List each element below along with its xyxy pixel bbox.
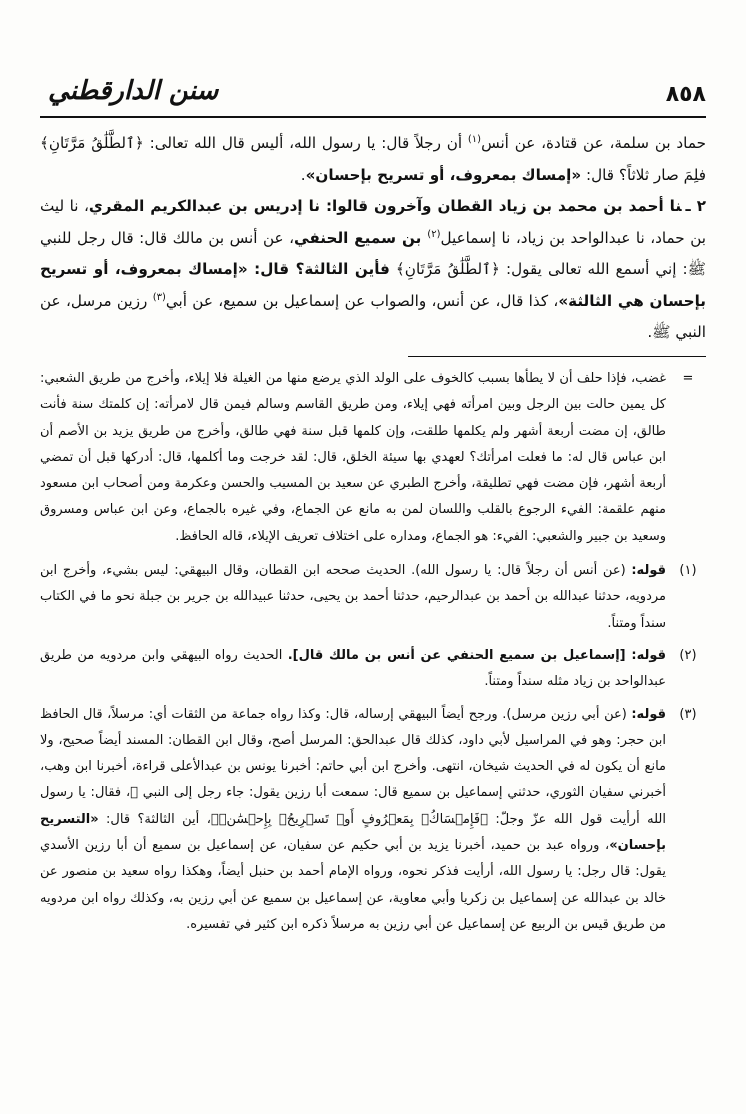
para1-bold-b: «إمساك بمعروف، أو تسريح بإحسان» — [305, 165, 582, 184]
header-divider — [40, 116, 706, 118]
footnote-1-lead: قوله: — [631, 563, 666, 579]
para2-text-a: ، نا ليث بن حماد، نا عبدالواحد بن زياد، نا إسماعيل — [40, 197, 706, 247]
hadith-paragraph-1 — [40, 128, 706, 191]
hadith-number: ٢ ـ — [685, 197, 706, 215]
book-page — [40, 0, 706, 1114]
para2-text-c: ، كذا قال، عن أنس، والصواب عن إسماعيل بن سميع، عن أبي — [165, 291, 559, 310]
para1-text-b: أن رجلاً قال: يا رسول الله، أليس قال الله تعالى: ﴿ٱلطَّلَٰقُ مَرَّتَانِ﴾ فلِمَ صار ثلاثاً؟ قال: — [40, 134, 706, 184]
footnote-3 — [40, 702, 706, 939]
footnote-2-mark: (٢) — [679, 647, 697, 663]
footnote-2-text: الحديث رواه البيهقي وابن مردويه من طريق عبدالواحد بن زياد مثله سنداً ومتناً. — [40, 647, 666, 690]
page-header — [40, 78, 706, 120]
footnote-1 — [40, 558, 706, 637]
hadith-paragraph-2 — [40, 191, 706, 349]
para2-text-b: ، عن أنس بن مالك قال: قال رجل للنبي ﷺ: إني أسمع الله تعالى يقول: ﴿ٱلطَّلَٰقُ مَرَّتَانِ﴾ — [40, 228, 707, 278]
footnote-3-text-b: ، ورواه عبد بن حميد، أخبرنا يزيد بن أبي حكيم عن سفيان، عن إسماعيل بن سميع أن أبا رزين الأسدي يقول: قال رجل: يا رسول الله، أرأيت فذكر نحوه، ورواه الإمام أحمد بن حنبل أيضاً، وهكذا رواه سعيد بن منصور عن خالد بن عبدالله عن إسماعيل بن زكريا وأبي معاوية، عن إسماعيل بن سميع عن أبي رزين به، وكذلك رواه ابن مردويه من طريق قيس بن الربيع عن إسماعيل عن أبي رزين به مرسلاً ذكره ابن كثير في تفسيره. — [40, 838, 666, 932]
footnote-ref-3: (٣) — [152, 291, 166, 303]
footnote-3-lead: قوله: — [631, 706, 666, 722]
footnote-3-mark: (٣) — [679, 706, 697, 722]
para1-end: . — [300, 165, 306, 184]
footnote-ref-1: (١) — [467, 133, 482, 145]
para2-text-d: رزين مرسل، عن النبي ﷺ. — [40, 291, 706, 341]
footnote-ref-2: (٢) — [427, 228, 441, 240]
para2-bold-c: فأين الثالثة؟ قال: «إمساك بمعروف، أو تسريح بإحسان هي الثالثة» — [40, 260, 706, 310]
main-text — [40, 128, 706, 349]
footnote-1-text: (عن أنس أن رجلاً قال: يا رسول الله). الحديث صححه ابن القطان، وقال البيهقي: ليس بشيء، وأخرج ابن مردويه، حدثنا عبدالله بن أحمد بن عبدالرحيم، حدثنا أحمد بن يحيى، حدثنا عبيدالله بن جرير بن جبلة نحو ما في الكتاب سنداً ومتناً. — [40, 563, 666, 631]
footnote-1-mark: (١) — [679, 563, 697, 579]
footnote-continuation — [40, 366, 706, 550]
footnotes — [40, 366, 706, 944]
footnote-continuation-text: غضب، فإذا حلف أن لا يطأها بسبب كالخوف على الولد الذي يرضع منها من الغيلة فلا إيلاء، وأخرج من طريق الشعبي: كل يمين حالت بين الرجل وبين امرأته فهي إيلاء، ومن طريق القاسم وسالم فيمن قال لامرأته: إن كلمتك سنة فأنت طالق، إن مضت أربعة أشهر ولم يكلمها طلقت، وإن كلمها قبل سنة فهي طالق، وأخرج من طريق يزيد بن الأصم أن ابن عباس قال له: ما فعلت امرأتك؟ لعهدي بها سيئة الخلق، قال: لقد خرجت وما أكلمها، قال: أدركها قبل أن تمضي أربعة أشهر، فإن مضت فهي تطليقة، وأخرج الطبري عن سعيد بن المسيب والحسن وعكرمة ومن أصحاب ابن مسعود منهم علقمة: الفيء الرجوع بالقلب واللسان لمن به مانع عن الجماع، وفي غيره بالجماع، وعن ابن عباس ومسروق وسعيد بن جبير والشعبي: الفيء: هو الجماع، ومداره على اختلاف تعريف الإيلاء، قاله الحافظ. — [40, 371, 666, 544]
para2-bold-a: نا أحمد بن محمد بن زياد القطان وآخرون قالوا: نا إدريس بن عبدالكريم المقري — [88, 197, 682, 215]
footnote-3-text-a: (عن أبي رزين مرسل). ورجح أيضاً البيهقي إرساله، قال: وكذا رواه جماعة من الثقات أي: مرسلاً، قال الحافظ ابن حجر: وهو في المراسيل لأبي داود، كذلك قال عبدالحق: المرسل أصح، وقال ابن القطان: المسند أيضاً صحيح، ولا مانع أن يكون له في الحديث شيخان، انتهى. وأخرج ابن أبي حاتم: أخبرنا يونس بن عبدالأعلى قراءة، أخبرنا ابن وهب، أخبرني سفيان الثوري، حدثني إسماعيل بن سميع قال: سمعت أبا رزين يقول: جاء رجل إلى النبي ﷺ، فقال: يا رسول الله أرأيت قول الله عزّ وجلّ: ﴿فَإِمۡسَاكُۢ بِمَعۡرُوفٍ أَوۡ تَسۡرِيحُۢ بِإِحۡسَٰنٖ﴾، أين الثالثة؟ قال: — [40, 706, 666, 827]
book-title: سنن الدارقطني — [48, 76, 219, 106]
footnote-3-bold-a: «التسريح بإحسان» — [40, 811, 666, 854]
footnote-divider — [408, 356, 706, 357]
footnote-2-lead: قوله: [إسماعيل بن سميع الحنفي عن أنس بن مالك قال]. — [287, 647, 666, 663]
page-number: ٨٥٨ — [665, 82, 706, 107]
footnote-continuation-mark: = — [682, 371, 694, 386]
para1-text-a: حماد بن سلمة، عن قتادة، عن أنس — [481, 134, 706, 152]
footnote-2 — [40, 643, 706, 696]
para2-bold-b: بن سميع الحنفي — [294, 228, 428, 247]
